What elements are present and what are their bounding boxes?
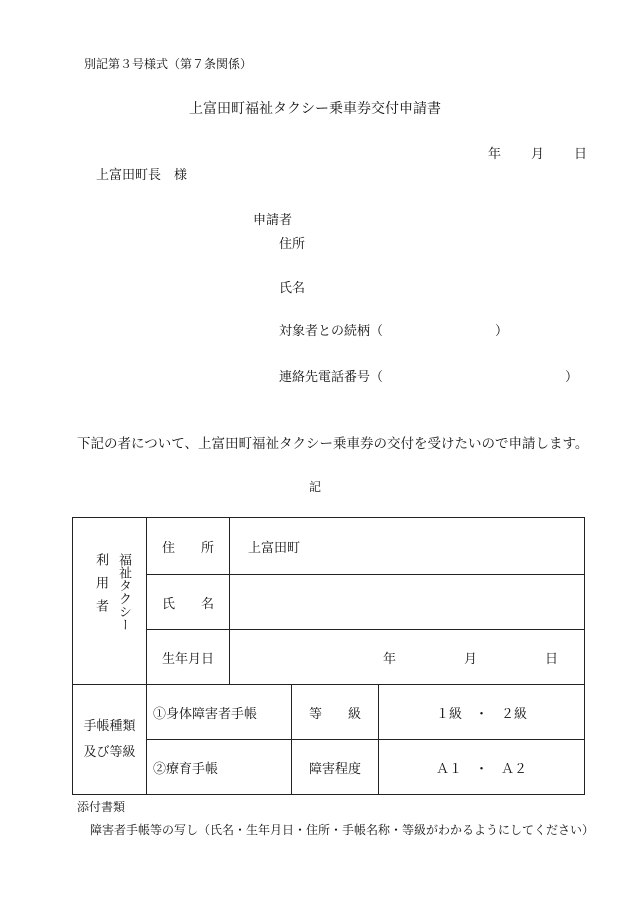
birth-year-label: 年: [382, 651, 396, 667]
name-label-cell: 氏 名: [147, 575, 230, 630]
address-label-cell: 住 所: [147, 518, 230, 575]
addressee: 上富田町長 様: [96, 168, 188, 183]
applicant-address-label: 住所: [279, 237, 306, 252]
relation-close: ）: [495, 324, 509, 339]
handbook-header-cell: 手帳種類及び等級: [73, 685, 147, 795]
degree-value-cell[interactable]: Ａ１ ・ Ａ２: [379, 740, 585, 795]
user-header-cell: [73, 518, 147, 685]
date-year-label: 年: [488, 147, 502, 162]
relation-label: 対象者との続柄（: [279, 324, 384, 339]
birth-month-label: 月: [463, 651, 477, 667]
attachments-heading: 添付書類: [77, 800, 126, 814]
name-value-cell[interactable]: [230, 575, 585, 630]
grade-value-cell[interactable]: １級 ・ ２級: [379, 685, 585, 740]
degree-label-cell: 障害程度: [292, 740, 379, 795]
birthdate-value-cell[interactable]: [230, 630, 585, 685]
user-outer-label: 利用者: [93, 552, 108, 622]
ki-heading: 記: [308, 480, 321, 494]
applicant-relation-field: [279, 320, 508, 339]
applicant-name-label: 氏名: [279, 281, 306, 296]
physical-handbook-cell[interactable]: ①身体障害者手帳: [147, 685, 292, 740]
applicant-phone-field: [279, 366, 578, 385]
applicant-heading: 申請者: [253, 213, 293, 228]
attachments-text: 障害者手帳等の写し（氏名・生年月日・住所・手帳名称・等級がわかるようにしてください）: [90, 823, 595, 837]
birthdate-label-cell: 生年月日: [147, 630, 230, 685]
date-day-label: 日: [574, 147, 588, 162]
phone-close: ）: [565, 370, 579, 385]
ryoiku-handbook-cell[interactable]: ②療育手帳: [147, 740, 292, 795]
detail-table: [72, 517, 585, 795]
date-month-label: 月: [531, 147, 545, 162]
address-value-cell[interactable]: 上富田町: [230, 518, 585, 575]
user-inner-label: 福祉タクシー: [116, 552, 131, 631]
document-title: 上富田町福祉タクシー乗車券交付申請書: [189, 101, 441, 117]
phone-label: 連絡先電話番号（: [279, 370, 384, 385]
grade-label-cell: 等 級: [292, 685, 379, 740]
application-date: [488, 143, 587, 162]
request-statement: 下記の者について、上富田町福祉タクシー乗車券の交付を受けたいので申請します。: [77, 436, 589, 452]
birth-day-label: 日: [544, 651, 558, 667]
form-number-label: 別記第３号様式（第７条関係）: [84, 57, 253, 71]
